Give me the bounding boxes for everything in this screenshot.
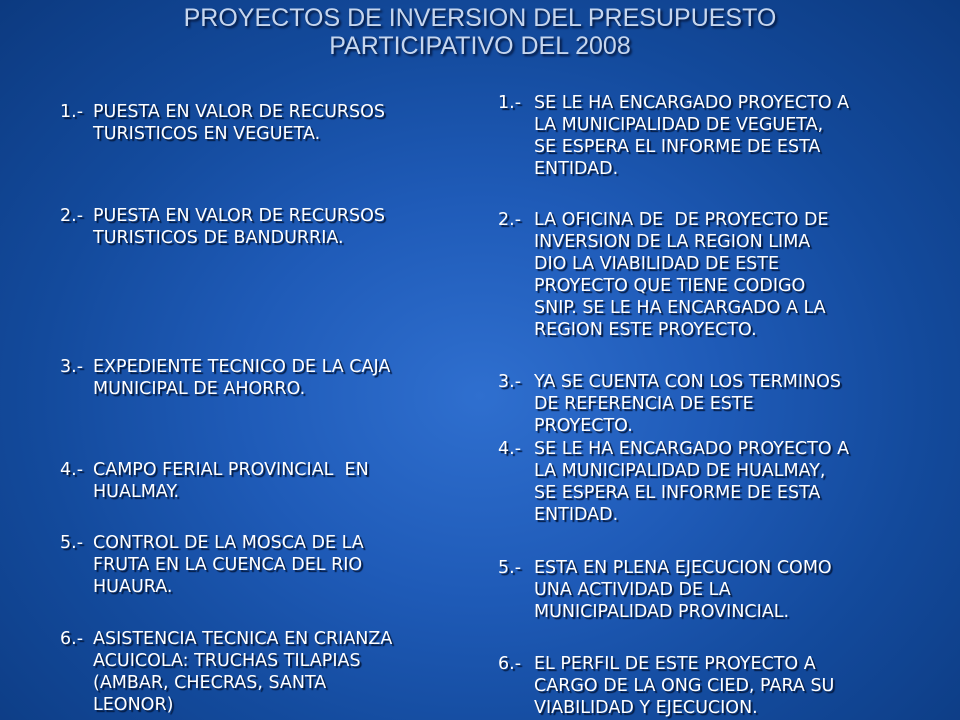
item-number: 6.- — [498, 654, 522, 674]
title-line-2: PARTICIPATIVO DEL 2008 — [329, 32, 631, 60]
project-item-2 — [60, 205, 460, 249]
item-number: 4.- — [498, 439, 522, 459]
item-text: CAMPO FERIAL PROVINCIAL EN HUALMAY. — [93, 460, 369, 502]
item-text: SE LE HA ENCARGADO PROYECTO A LA MUNICIPALIDAD DE HUALMAY, SE ESPERA EL INFORME DE ESTA ENTIDAD. — [534, 439, 850, 525]
item-number: 2.- — [60, 206, 84, 226]
item-number: 1.- — [60, 102, 84, 122]
slide-title — [0, 4, 960, 60]
item-text: ESTA EN PLENA EJECUCION COMO UNA ACTIVIDAD DE LA MUNICIPALIDAD PROVINCIAL. — [534, 558, 832, 622]
item-number: 3.- — [498, 372, 522, 392]
item-text: YA SE CUENTA CON LOS TERMINOS DE REFERENCIA DE ESTE PROYECTO. — [534, 372, 841, 436]
project-item-3 — [60, 356, 460, 400]
status-item-1 — [498, 92, 938, 180]
item-number: 5.- — [60, 533, 84, 553]
item-text: LA OFICINA DE DE PROYECTO DE INVERSION DE LA REGION LIMA DIO LA VIABILIDAD DE ESTE PROYECTO QUE TIENE CODIGO SNIP. SE LE HA ENCARGADO A LA REGION ESTE PROYECTO. — [534, 210, 829, 340]
item-number: 2.- — [498, 210, 522, 230]
project-item-6 — [60, 628, 460, 716]
project-item-5 — [60, 532, 460, 598]
item-text: SE LE HA ENCARGADO PROYECTO A LA MUNICIPALIDAD DE VEGUETA, SE ESPERA EL INFORME DE ESTA ENTIDAD. — [534, 93, 850, 179]
project-item-1 — [60, 101, 460, 145]
item-text: ASISTENCIA TECNICA EN CRIANZA ACUICOLA: TRUCHAS TILAPIAS (AMBAR, CHECRAS, SANTA LEONOR) — [93, 629, 393, 715]
status-item-2 — [498, 209, 938, 341]
item-number: 3.- — [60, 357, 84, 377]
title-line-1: PROYECTOS DE INVERSION DEL PRESUPUESTO — [183, 4, 777, 32]
status-item-3 — [498, 371, 938, 437]
item-number: 6.- — [60, 629, 84, 649]
item-number: 4.- — [60, 460, 84, 480]
item-text: CONTROL DE LA MOSCA DE LA FRUTA EN LA CUENCA DEL RIO HUAURA. — [93, 533, 364, 597]
item-text: EXPEDIENTE TECNICO DE LA CAJA MUNICIPAL DE AHORRO. — [93, 357, 391, 399]
project-item-4 — [60, 459, 460, 503]
item-text: PUESTA EN VALOR DE RECURSOS TURISTICOS DE BANDURRIA. — [93, 206, 386, 248]
status-item-4 — [498, 438, 938, 526]
item-number: 1.- — [498, 93, 522, 113]
item-number: 5.- — [498, 558, 522, 578]
status-item-6 — [498, 653, 938, 719]
item-text: PUESTA EN VALOR DE RECURSOS TURISTICOS EN VEGUETA. — [93, 102, 386, 144]
item-text: EL PERFIL DE ESTE PROYECTO A CARGO DE LA ONG CIED, PARA SU VIABILIDAD Y EJECUCION. — [534, 654, 835, 718]
status-item-5 — [498, 557, 938, 623]
